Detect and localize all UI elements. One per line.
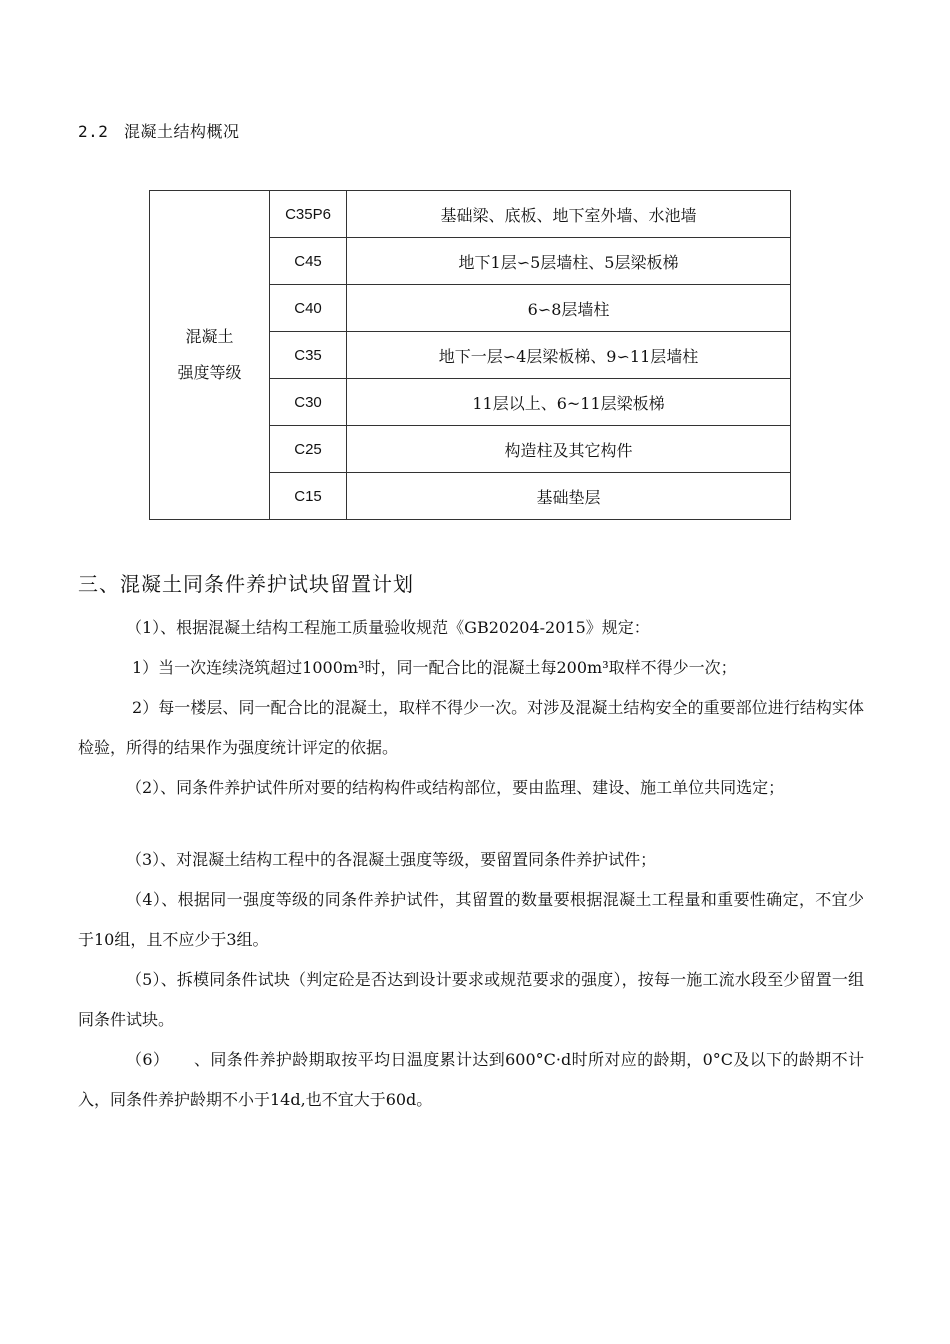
paragraph: （6） 、同条件养护龄期取按平均日温度累计达到600°C·d时所对应的龄期，0°C及以下的龄期不计入，同条件养护龄期不小于14d,也不宜大于60d。 [78, 1050, 864, 1109]
grade-cell: C40 [270, 285, 347, 332]
usage-cell: 地下一层∽4层梁板梯、9∽11层墙柱 [347, 332, 791, 379]
paragraph: （2）、同条件养护试件所对要的结构构件或结构部位，要由监理、建设、施工单位共同选定； [126, 778, 785, 797]
grade-cell: C15 [270, 473, 347, 520]
usage-cell: 地下1层∽5层墙柱、5层梁板梯 [347, 238, 791, 285]
paragraph: （1）、根据混凝土结构工程施工质量验收规范《GB20204-2015》规定： [126, 618, 650, 637]
paragraph: （4）、根据同一强度等级的同条件养护试件，其留置的数量要根据混凝土工程量和重要性确定，不宜少于10组，且不应少于3组。 [78, 890, 864, 949]
section-subheading [78, 119, 240, 142]
label-line: 强度等级 [177, 363, 242, 382]
concrete-grade-table [149, 190, 791, 520]
paragraph: （5）、拆模同条件试块（判定砼是否达到设计要求或规范要求的强度），按每一施工流水段至少留置一组同条件试块。 [78, 970, 864, 1029]
usage-cell: 基础垫层 [347, 473, 791, 520]
subheading-title: 混凝土结构概况 [124, 122, 240, 141]
usage-cell: 6∽8层墙柱 [347, 285, 791, 332]
paragraph: 1）当一次连续浇筑超过1000m³时，同一配合比的混凝土每200m³取样不得少一次； [132, 658, 737, 677]
grade-cell: C25 [270, 426, 347, 473]
paragraph: 2）每一楼层、同一配合比的混凝土，取样不得少一次。对涉及混凝土结构安全的重要部位进行结构实体检验，所得的结果作为强度统计评定的依据。 [78, 698, 864, 757]
grade-cell: C35 [270, 332, 347, 379]
usage-cell: 基础梁、底板、地下室外墙、水池墙 [347, 191, 791, 238]
strength-grade-label [150, 191, 270, 520]
label-line: 混凝土 [185, 327, 234, 346]
usage-cell: 构造柱及其它构件 [347, 426, 791, 473]
subheading-number: 2.2 [78, 122, 109, 141]
grade-cell: C30 [270, 379, 347, 426]
paragraph: （3）、对混凝土结构工程中的各混凝土强度等级，要留置同条件养护试件； [126, 850, 657, 869]
usage-cell: 11层以上、6~11层梁板梯 [347, 379, 791, 426]
grade-cell: C35P6 [270, 191, 347, 238]
table-row [150, 191, 791, 238]
section-heading: 三、混凝土同条件养护试块留置计划 [78, 572, 414, 596]
grade-cell: C45 [270, 238, 347, 285]
